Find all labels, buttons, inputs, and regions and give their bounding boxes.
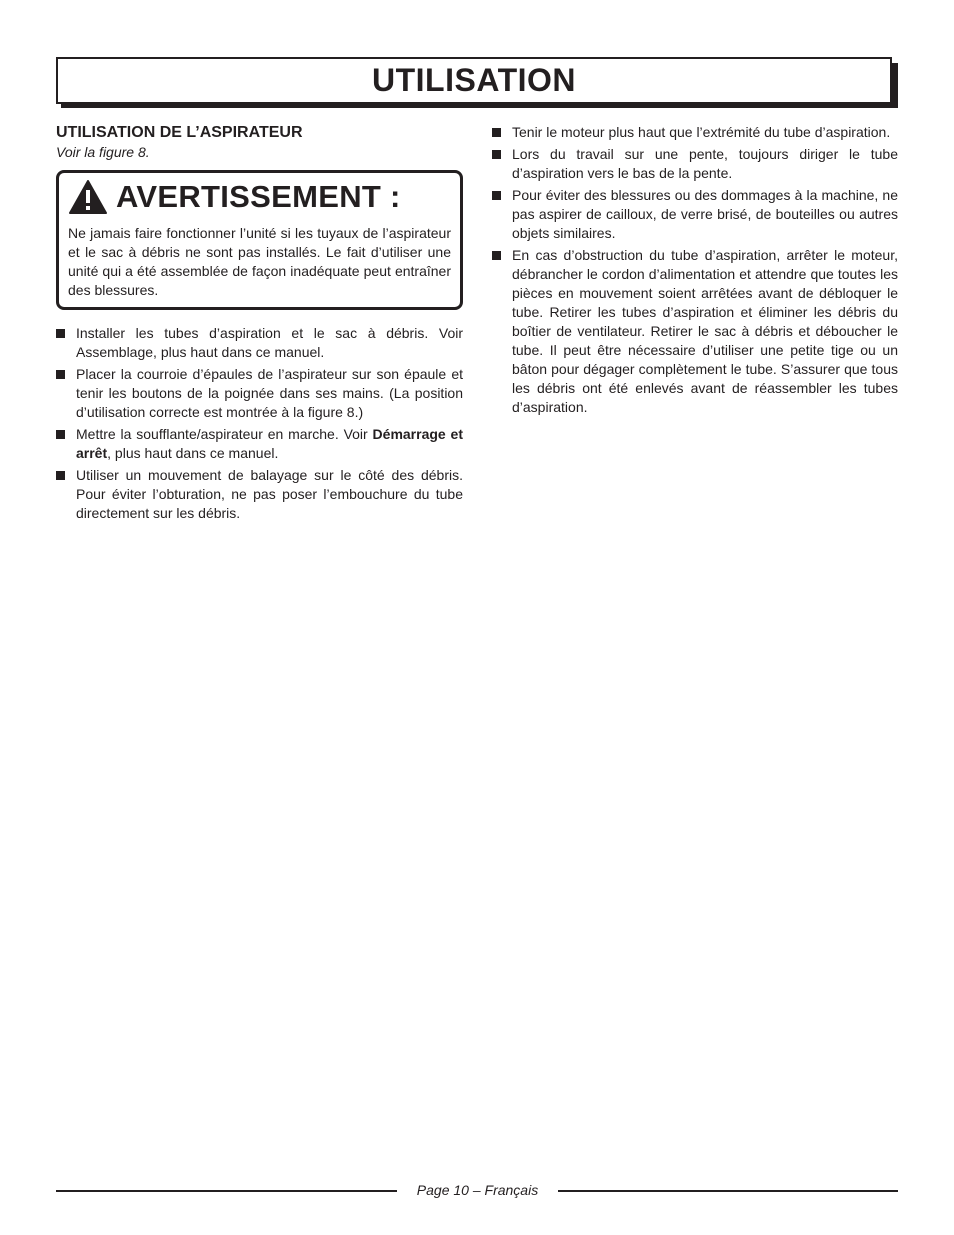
list-item-text-after: , plus haut dans ce manuel. [107,445,279,461]
list-item-text: Tenir le moteur plus haut que l’extrémité du tube d’aspiration. [512,124,891,140]
list-item [56,425,463,463]
cross-reference-bold: Démarrage et arrêt [76,426,463,461]
warning-title: AVERTISSEMENT : [116,179,401,214]
bullet-square-icon [56,329,65,338]
list-item [56,365,463,422]
list-item-text: Installer les tubes d’aspiration et le sac à débris. Voir Assemblage, plus haut dans ce manuel. [76,325,463,360]
bullet-square-icon [492,150,501,159]
bullet-square-icon [492,251,501,260]
warning-header [68,179,451,215]
bullet-square-icon [492,191,501,200]
bullet-square-icon [492,128,501,137]
warning-text: Ne jamais faire fonctionner l’unité si les tuyaux de l’aspirateur et le sac à débris ne sont pas installés. Le fait d’utiliser une unité qui a été assemblée de façon inadéquate peut entraîner des blessures. [68,225,451,298]
section-heading: UTILISATION DE L’ASPIRATEUR [56,124,303,141]
list-item [492,246,898,417]
page-title: UTILISATION [372,62,576,98]
footer-rule-right [558,1190,898,1192]
list-item [492,186,898,243]
bullet-square-icon [56,370,65,379]
list-item-text: Lors du travail sur une pente, toujours diriger le tube d’aspiration vers le bas de la pente. [512,146,898,181]
right-bullet-list [492,123,898,417]
left-column [56,123,463,526]
warning-triangle-icon [68,179,108,215]
list-item [492,145,898,183]
left-bullet-list [56,324,463,523]
warning-box [56,170,463,310]
list-item-text-before: Mettre la soufflante/aspirateur en marche. Voir [76,426,373,442]
bullet-square-icon [56,471,65,480]
title-box [56,57,892,104]
list-item [492,123,898,142]
list-item [56,324,463,362]
section-subheading: Voir la figure 8. [56,144,150,160]
footer-rule-left [56,1190,397,1192]
page-number: Page 10 – Français [416,1182,539,1198]
list-item [56,466,463,523]
list-item-text: En cas d’obstruction du tube d’aspiration, arrêter le moteur, débrancher le cordon d’alimentation et attendre que toutes les pièces en mouvement soient arrêtées avant de débloquer le tube. Retirer les tubes d’aspiration et éliminer les débris du boîtier de ventilateur. Retirer le sac à débris et déboucher le tube. Il peut être nécessaire d’utiliser une petite tige ou un bâton pour dégager complètement le tube. S’assurer que tous les débris ont été enlevés avant de réassembler les tubes d’aspiration. [512,247,898,415]
right-column [492,123,898,420]
list-item-text: Placer la courroie d’épaules de l’aspirateur sur son épaule et tenir les boutons de la poignée dans ses mains. (La position d’utilisation correcte est montrée à la figure 8.) [76,366,463,420]
list-item-text: Pour éviter des blessures ou des dommages à la machine, ne pas aspirer de cailloux, de verre brisé, de bouteilles ou autres objets similaires. [512,187,898,241]
bullet-square-icon [56,430,65,439]
list-item-text: Utiliser un mouvement de balayage sur le côté des débris. Pour éviter l’obturation, ne pas poser l’embouchure du tube directement sur les débris. [76,467,463,521]
